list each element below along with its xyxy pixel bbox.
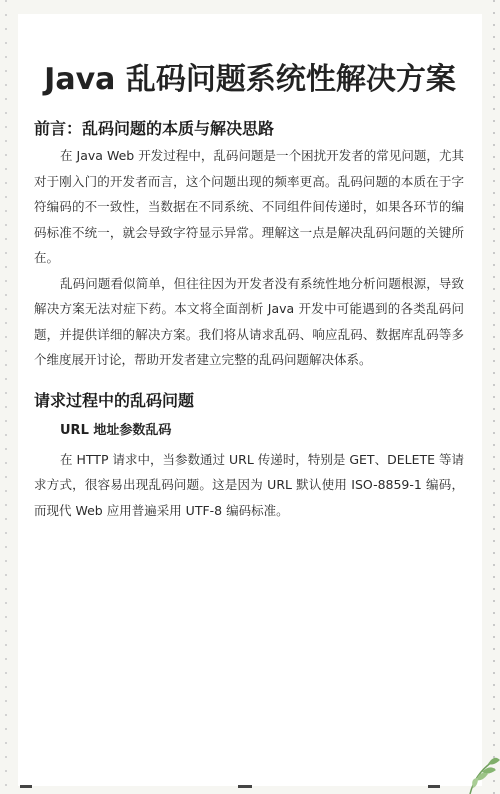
paragraph: 乱码问题看似简单，但往往因为开发者没有系统性地分析问题根源，导致解决方案无法对症下药。本文将全面剖析 Java 开发中可能遇到的各类乱码问题，并提供详细的解决方案。我们将从请求乱码、响应乱码、数据库乱码等多个维度展开讨论，帮助开发者建立完整的乱码问题解决体系。 <box>34 275 464 367</box>
left-edge-decoration <box>5 0 7 794</box>
section-heading-preface: 前言：乱码问题的本质与解决思路 <box>34 119 275 138</box>
right-edge-decoration <box>493 0 495 794</box>
document-title: Java 乱码问题系统性解决方案 <box>44 62 456 97</box>
leaf-decoration-icon <box>430 734 500 794</box>
document-page <box>18 14 482 786</box>
bottom-edge-decoration <box>20 780 440 790</box>
dash-mark <box>20 785 32 788</box>
document-body <box>34 115 464 523</box>
paragraph: 在 Java Web 开发过程中，乱码问题是一个困扰开发者的常见问题，尤其对于刚入门的开发者而言，这个问题出现的频率更高。乱码问题的本质在于字符编码的不一致性，当数据在不同系统、不同组件间传递时，如果各环节的编码标准不统一，就会导致字符显示异常。理解这一点是解决乱码问题的关键所在。 <box>34 148 464 265</box>
dash-mark <box>238 785 252 788</box>
section-heading-request: 请求过程中的乱码问题 <box>34 390 195 410</box>
paragraph: 在 HTTP 请求中，当参数通过 URL 传递时，特别是 GET、DELETE 等请求方式，很容易出现乱码问题。这是因为 URL 默认使用 ISO-8859-1 编码，而现代 Web 应用普遍采用 UTF-8 编码标准。 <box>34 451 464 518</box>
subsection-heading-url-params: URL 地址参数乱码 <box>60 422 172 438</box>
